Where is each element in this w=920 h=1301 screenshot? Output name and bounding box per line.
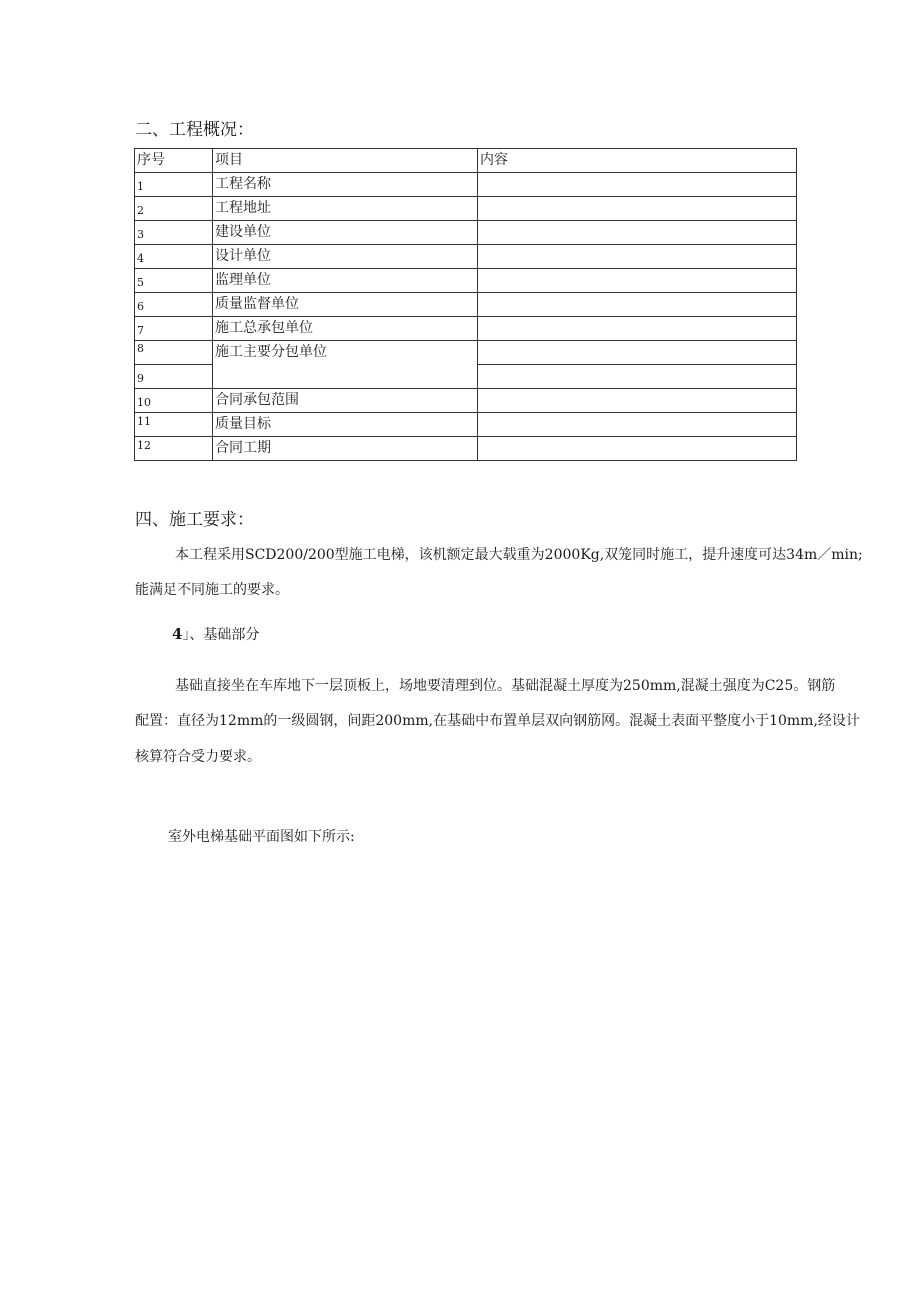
table-row (135, 317, 797, 341)
row-content (478, 437, 797, 461)
row-content (478, 197, 797, 221)
row-number: 7 (135, 317, 213, 341)
section-heading-construction-requirements: 四、施工要求： (135, 510, 254, 530)
row-item: 合同工期 (213, 437, 478, 461)
row-number: 3 (135, 221, 213, 245)
foundation-paragraph-line-2: 配置：直径为12mm的一级圆钢，间距200mm,在基础中布置单层双向钢筋网。混凝土表面平整度小于10mm,经设计 (135, 713, 860, 729)
row-item: 设计单位 (213, 245, 478, 269)
row-content (478, 221, 797, 245)
row-content (478, 389, 797, 413)
row-content (478, 413, 797, 437)
row-content (478, 293, 797, 317)
foundation-paragraph-line-1: 基础直接坐在车库地下一层顶板上，场地要清理到位。基础混凝土厚度为250mm,混凝土强度为C25。钢筋 (175, 678, 836, 694)
row-number: 9 (135, 365, 213, 389)
foundation-paragraph-line-3: 核算符合受力要求。 (135, 749, 261, 765)
column-header-item: 项目 (213, 149, 478, 173)
table-row (135, 437, 797, 461)
row-content (478, 173, 797, 197)
requirements-paragraph-line-1: 本工程采用SCD200/200型施工电梯，该机额定最大载重为2000Kg,双笼同时施工，提升速度可达34m／min; (175, 547, 863, 563)
row-item: 施工总承包单位 (213, 317, 478, 341)
row-number: 2 (135, 197, 213, 221)
requirements-paragraph-line-2: 能满足不同施工的要求。 (135, 582, 289, 598)
column-header-no: 序号 (135, 149, 213, 173)
table-header-row (135, 149, 797, 173)
row-number: 12 (135, 437, 213, 461)
section-heading-project-overview: 二、工程概况： (135, 120, 254, 140)
row-item: 质量监督单位 (213, 293, 478, 317)
project-overview-table (134, 148, 797, 461)
table-row (135, 269, 797, 293)
table-row (135, 341, 797, 365)
row-content (478, 269, 797, 293)
row-number: 8 (135, 341, 213, 365)
row-item: 质量目标 (213, 413, 478, 437)
row-number: 4 (135, 245, 213, 269)
table-row (135, 173, 797, 197)
row-item: 合同承包范围 (213, 389, 478, 413)
row-item: 监理单位 (213, 269, 478, 293)
row-number: 11 (135, 413, 213, 437)
row-content (478, 341, 797, 365)
row-content (478, 365, 797, 389)
foundation-plan-caption: 室外电梯基础平面图如下所示: (168, 829, 355, 845)
row-item: 施工主要分包单位 (213, 341, 478, 389)
row-item: 工程名称 (213, 173, 478, 197)
row-number: 1 (135, 173, 213, 197)
row-number: 6 (135, 293, 213, 317)
row-item: 工程地址 (213, 197, 478, 221)
row-number: 10 (135, 389, 213, 413)
row-item: 建设单位 (213, 221, 478, 245)
row-content (478, 245, 797, 269)
row-content (478, 317, 797, 341)
table-row (135, 413, 797, 437)
row-number: 5 (135, 269, 213, 293)
table-row (135, 221, 797, 245)
table-row (135, 389, 797, 413)
foundation-subheading (172, 620, 259, 649)
foundation-subheading-text: 」、基础部分 (182, 627, 260, 643)
column-header-content: 内容 (478, 149, 797, 173)
table-row (135, 197, 797, 221)
table-row (135, 245, 797, 269)
table-row (135, 293, 797, 317)
foundation-subheading-number: 4 (172, 625, 183, 643)
